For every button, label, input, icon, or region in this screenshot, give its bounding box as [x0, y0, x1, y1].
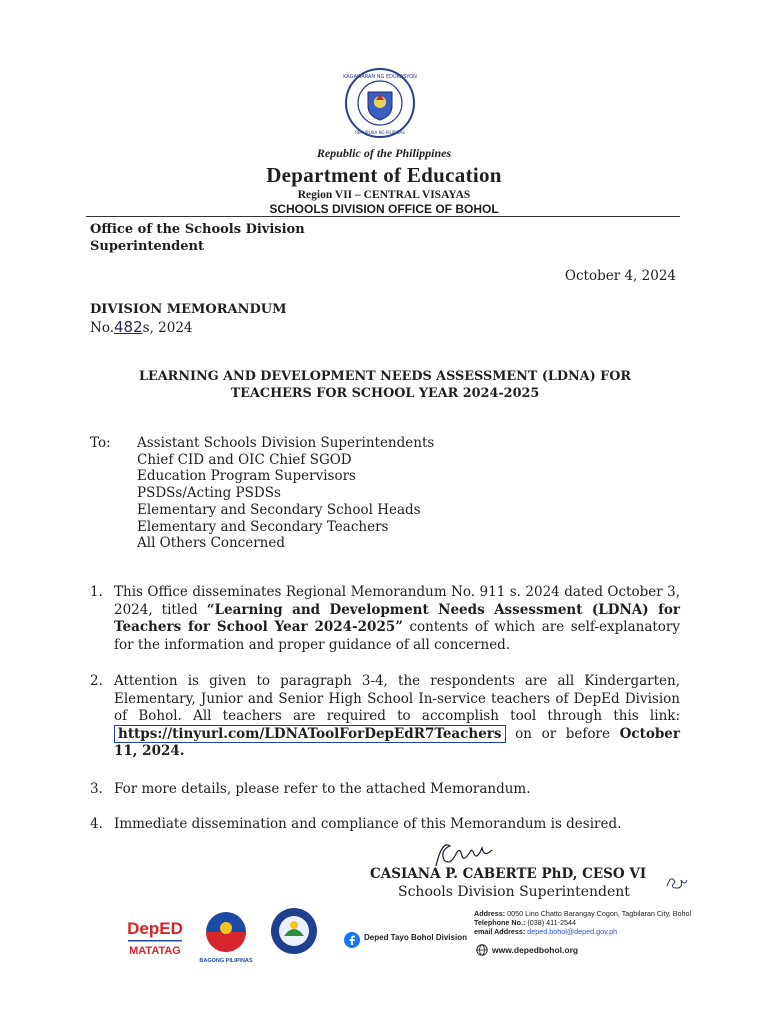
subject-line-2: TEACHERS FOR SCHOOL YEAR 2024-2025 — [230, 386, 540, 401]
header-divider — [86, 216, 680, 217]
recipient-item: Elementary and Secondary School Heads — [137, 501, 421, 518]
paragraph-2 — [90, 673, 680, 761]
recipient-list — [137, 435, 434, 552]
facebook-icon[interactable] — [344, 932, 360, 948]
initials-scribble — [664, 872, 690, 892]
paragraph-number: 4. — [90, 816, 103, 832]
deped-matatag-logo — [124, 904, 186, 962]
bagong-pilipinas-logo — [197, 908, 255, 966]
division-seal-logo — [266, 906, 322, 956]
region-line: Region VII – CENTRAL VISAYAS — [297, 189, 471, 201]
recipient-item: PSDSs/Acting PSDSs — [137, 485, 281, 502]
memo-no-prefix: No. — [90, 320, 114, 336]
seal-ring-top: KAGAWARAN NG EDUKASYON — [343, 74, 417, 80]
paragraph-1 — [90, 584, 680, 654]
paragraph-1-text: This Office disseminates Regional Memorandum No. 911 s. 2024 dated October 3, 2024, titled — [114, 584, 680, 618]
paragraph-1-title: “Learning and Development Needs Assessment (LDNA) for Teachers for School Year 2024-2025” — [114, 601, 680, 635]
bagong-pilipinas-text: BAGONG PILIPINAS — [199, 958, 253, 964]
recipient-item: Assistant Schools Division Superintendents — [137, 435, 435, 451]
paragraph-2-text: Attention is given to paragraph 3-4, the respondents are all Kindergarten, Elementary, Junior and Senior High School In-service teachers of DepEd Division of Bohol. All teachers are required to accomplish tool through this link: — [114, 673, 680, 724]
telephone-value: (038) 411-2544 — [527, 918, 576, 927]
recipient-item: All Others Concerned — [137, 535, 286, 552]
address-label: Address: — [474, 909, 506, 918]
paragraph-number: 2. — [90, 673, 103, 689]
signatory-title: Schools Division Superintendent — [398, 884, 630, 900]
signatory-name: CASIANA P. CABERTE PhD, CESO VI — [370, 866, 647, 882]
website-link[interactable]: www.depedbohol.org — [492, 945, 579, 955]
memo-year: s, 2024 — [142, 320, 193, 336]
to-label: To: — [90, 435, 111, 451]
office-line-2: Superintendent — [90, 239, 204, 254]
paragraph-1-text-end: contents of which are self-explanatory for the information and proper guidance of all concerned. — [114, 619, 681, 653]
subject-line-1: LEARNING AND DEVELOPMENT NEEDS ASSESSMENT (LDNA) FOR — [139, 369, 631, 384]
paragraph-4-text: Immediate dissemination and compliance of this Memorandum is desired. — [114, 816, 622, 832]
recipient-item: Elementary and Secondary Teachers — [137, 518, 389, 535]
office-line-1: Office of the Schools Division — [90, 222, 305, 237]
telephone-label: Telephone No.: — [474, 918, 526, 927]
office-name — [90, 221, 350, 255]
republic-line: Republic of the Philippines — [316, 146, 452, 160]
globe-icon — [476, 944, 488, 956]
email-label: email Address: — [474, 927, 526, 936]
paragraph-3 — [90, 781, 680, 799]
matatag-logo-text: MATATAG — [129, 945, 181, 957]
memo-date: October 4, 2024 — [564, 268, 676, 284]
paragraph-2-mid: on or before — [505, 725, 620, 742]
address-value: 0050 Lino Chatto Barangay Cogon, Tagbilaran City, Bohol — [507, 909, 692, 918]
paragraph-4 — [90, 816, 680, 834]
paragraph-3-text: For more details, please refer to the attached Memorandum. — [114, 781, 531, 797]
ldna-tool-link[interactable]: https://tinyurl.com/LDNAToolForDepEdR7Teachers — [114, 725, 506, 743]
memo-number: 482 — [114, 318, 143, 336]
paragraph-2-deadline: October 11, 2024. — [114, 725, 680, 759]
deped-seal-logo — [338, 66, 422, 140]
paragraph-number: 1. — [90, 584, 103, 600]
memo-label: DIVISION MEMORANDUM — [90, 302, 287, 317]
email-link[interactable]: deped.bohol@deped.gov.ph — [527, 927, 618, 936]
department-name: Department of Education — [266, 163, 502, 187]
memo-subject — [90, 368, 680, 402]
paragraph-number: 3. — [90, 781, 103, 797]
contact-block — [474, 909, 691, 936]
recipient-item: Chief CID and OIC Chief SGOD — [137, 451, 352, 468]
deped-logo-text: DepED — [127, 919, 183, 938]
facebook-page-name[interactable]: Deped Tayo Bohol Division — [364, 933, 467, 942]
seal-ring-bottom: REPUBLIKA NG PILIPINAS — [355, 130, 405, 135]
division-office-line: SCHOOLS DIVISION OFFICE OF BOHOL — [269, 202, 499, 216]
recipient-item: Education Program Supervisors — [137, 468, 356, 485]
memo-number-line — [90, 318, 193, 336]
